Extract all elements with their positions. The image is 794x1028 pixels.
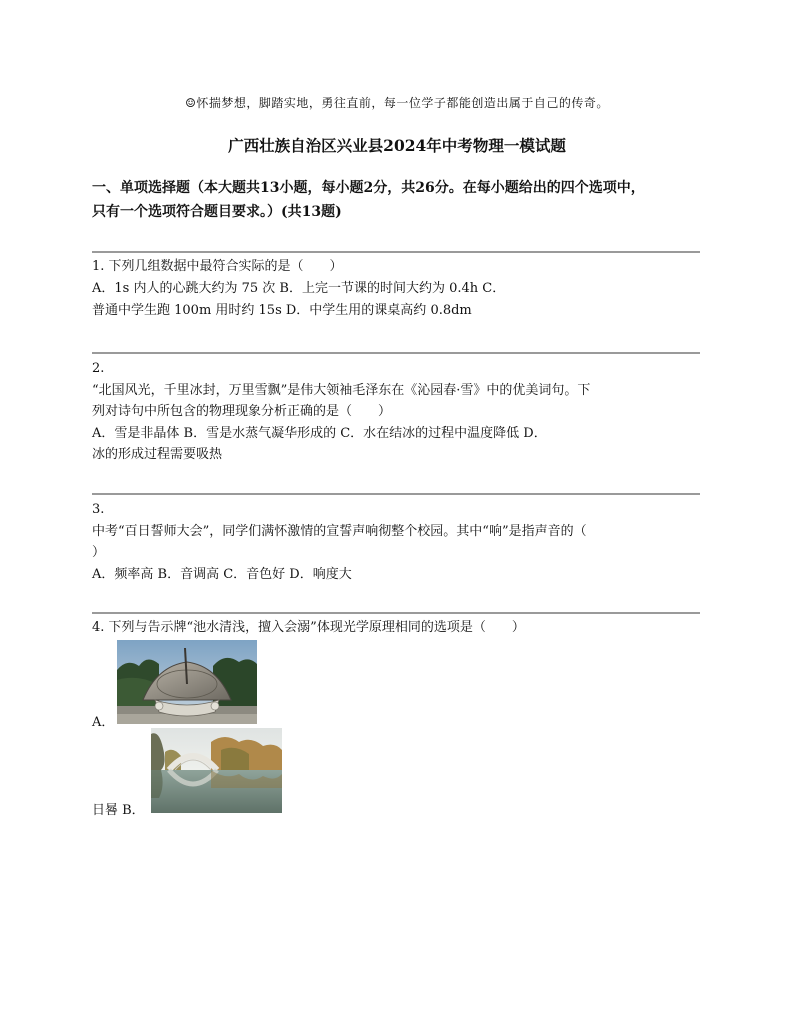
- question-2: [92, 358, 702, 466]
- option-b-label: 日晷 B．: [92, 803, 145, 818]
- section-heading: [92, 176, 704, 224]
- question-1-options-line-1: A．1s 内人的心跳大约为 75 次 B．上完一节课的时间大约为 0.4h C．: [92, 281, 506, 296]
- question-3-stem-line-2: ）: [92, 545, 106, 560]
- question-4-stem: 4. 下列与告示牌“池水清浅，擅入会溺”体现光学原理相同的选项是（ ）: [92, 620, 525, 635]
- question-2-number: 2.: [92, 361, 105, 376]
- question-1-options-line-2: 普通中学生跑 100m 用时约 15s D．中学生用的课桌高约 0.8dm: [92, 303, 472, 318]
- option-a-label: A．: [92, 715, 115, 730]
- question-2-stem-line-1: “北国风光，千里冰封，万里雪飘”是伟大领袖毛泽东在《沁园春·雪》中的优美词句。下: [92, 382, 591, 398]
- question-2-options-line-1: A．雪是非晶体 B．雪是水蒸气凝华形成的 C．水在结冰的过程中温度降低 D．: [92, 425, 547, 441]
- motto-header: ☺怀揣梦想，脚踏实地，勇往直前，每一位学子都能创造出属于自己的传奇。: [185, 96, 609, 110]
- divider: [92, 493, 700, 495]
- sundial-photo: [117, 640, 257, 724]
- section-heading-line-2: 只有一个选项符合题目要求。）(共13题): [92, 204, 342, 220]
- question-3: [92, 499, 702, 585]
- question-3-options-line: A．频率高 B．音调高 C．音色好 D．响度大: [92, 566, 352, 582]
- question-3-stem-line-1: 中考“百日誓师大会”，同学们满怀激情的宣誓声响彻整个校园。其中“响”是指声音的（: [92, 523, 587, 539]
- divider: [92, 352, 700, 354]
- arch-bridge-reflection-photo: [151, 728, 282, 813]
- divider: [92, 612, 700, 614]
- question-3-number: 3.: [92, 502, 105, 517]
- section-heading-line-1: 一、单项选择题（本大题共13小题，每小题2分，共26分。在每小题给出的四个选项中，: [92, 180, 645, 196]
- question-1: [92, 256, 702, 322]
- question-1-stem: 1. 下列几组数据中最符合实际的是（ ）: [92, 259, 343, 274]
- page-title: 广西壮族自治区兴业县2024年中考物理一模试题: [228, 136, 566, 155]
- divider: [92, 251, 700, 253]
- question-2-options-line-2: 冰的形成过程需要吸热: [92, 447, 223, 462]
- question-2-stem-line-2: 列对诗句中所包含的物理现象分析正确的是（ ）: [92, 404, 392, 419]
- question-4: [92, 617, 702, 639]
